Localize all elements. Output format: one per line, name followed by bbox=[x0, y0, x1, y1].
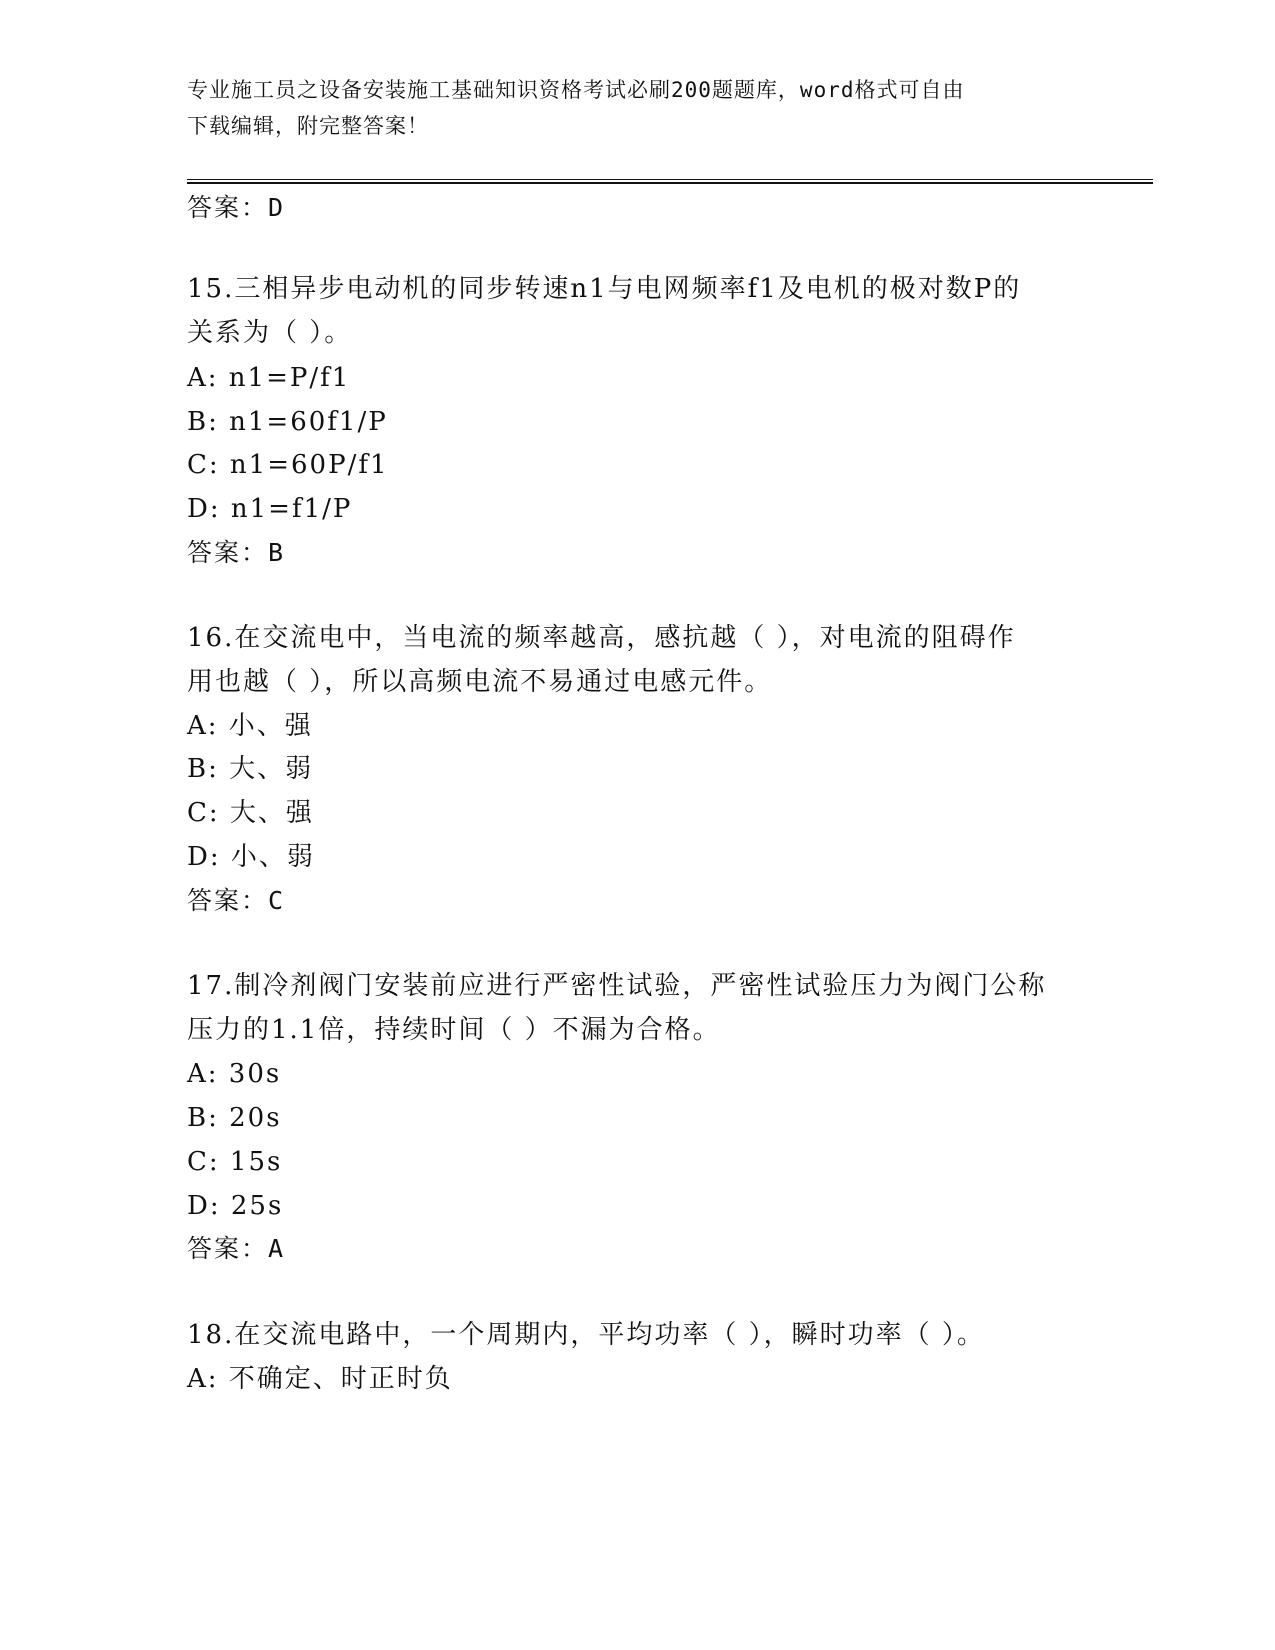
question-16-option-a: A: 小、强 bbox=[187, 711, 313, 741]
question-16-stem-line-2: 用也越（ ），所以高频电流不易通过电感元件。 bbox=[187, 667, 773, 697]
answer-line-16 bbox=[187, 884, 285, 918]
page-header bbox=[187, 72, 1087, 144]
answer-line-17 bbox=[187, 1232, 285, 1266]
question-15-option-c: C: n1=60P/f1 bbox=[187, 450, 389, 480]
answer-label: 答案： bbox=[187, 538, 269, 567]
answer-label: 答案： bbox=[187, 1234, 269, 1263]
question-17-option-a: A: 30s bbox=[187, 1059, 282, 1089]
question-17-stem-line-2: 压力的1.1倍，持续时间（ ）不漏为合格。 bbox=[187, 1015, 721, 1045]
header-line-2: 下载编辑，附完整答案！ bbox=[187, 114, 429, 138]
question-15-option-b: B: n1=60f1/P bbox=[187, 407, 388, 437]
answer-label: 答案： bbox=[187, 886, 269, 915]
question-16-option-b: B: 大、弱 bbox=[187, 754, 314, 784]
question-17-option-c: C: 15s bbox=[187, 1147, 283, 1177]
question-18-option-a: A: 不确定、时正时负 bbox=[187, 1364, 453, 1394]
answer-value: B bbox=[268, 538, 286, 567]
answer-label: 答案： bbox=[187, 193, 269, 222]
header-line-1: 专业施工员之设备安装施工基础知识资格考试必刷200题题库，word格式可自由 bbox=[187, 78, 965, 102]
answer-value: D bbox=[268, 193, 286, 222]
answer-value: C bbox=[268, 886, 286, 915]
question-15-stem-line-1: 15.三相异步电动机的同步转速n1与电网频率f1及电机的极对数P的 bbox=[187, 274, 1022, 304]
header-divider bbox=[187, 179, 1153, 184]
question-16-option-d: D: 小、弱 bbox=[187, 842, 315, 872]
question-17-option-b: B: 20s bbox=[187, 1103, 282, 1133]
question-16-stem-line-1: 16.在交流电中，当电流的频率越高，感抗越（ ），对电流的阻碍作 bbox=[187, 623, 1016, 653]
question-17-stem-line-1: 17.制冷剂阀门安装前应进行严密性试验，严密性试验压力为阀门公称 bbox=[187, 971, 1047, 1001]
answer-line-14 bbox=[187, 191, 285, 225]
question-15-stem-line-2: 关系为（ ）。 bbox=[187, 318, 353, 348]
question-15-option-d: D: n1=f1/P bbox=[187, 494, 353, 524]
answer-line-15 bbox=[187, 536, 285, 570]
question-16-option-c: C: 大、强 bbox=[187, 798, 314, 828]
question-18-stem-line-1: 18.在交流电路中，一个周期内，平均功率（ ），瞬时功率（ ）。 bbox=[187, 1320, 985, 1350]
answer-value: A bbox=[268, 1234, 286, 1263]
question-17-option-d: D: 25s bbox=[187, 1191, 284, 1221]
question-15-option-a: A: n1=P/f1 bbox=[187, 363, 351, 393]
